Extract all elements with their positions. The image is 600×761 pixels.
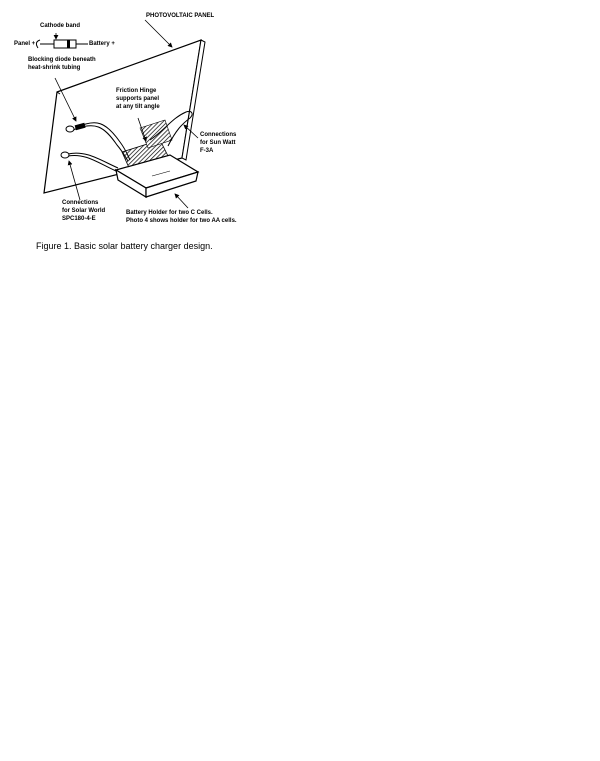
panel-plus-label: Panel + (14, 41, 36, 47)
blocking-diode-label-line1: Blocking diode beneath (28, 57, 96, 63)
sun-watt-connections-label-line3: F-3A (200, 148, 214, 154)
blocking-diode-symbol (36, 33, 88, 48)
sun-watt-connections-label-line1: Connections (200, 132, 237, 138)
friction-hinge-label-line2: supports panel (116, 96, 160, 102)
solar-world-connections-label-line1: Connections (62, 200, 99, 206)
sun-watt-connections-label-line2: for Sun Watt (200, 140, 236, 146)
photovoltaic-panel-label: PHOTOVOLTAIC PANEL (146, 13, 215, 19)
solar-world-terminal-top (66, 126, 74, 132)
solar-world-connections-label-line2: for Solar World (62, 208, 106, 214)
solar-world-connections-label-line3: SPC180-4-E (62, 216, 96, 222)
battery-holder-label-line1: Battery Holder for two C Cells. (126, 210, 213, 216)
cathode-band-label: Cathode band (40, 23, 80, 29)
battery-holder-label-line2: Photo 4 shows holder for two AA cells. (126, 218, 237, 224)
figure-caption: Figure 1. Basic solar battery charger design. (36, 241, 213, 251)
battery-plus-label: Battery + (89, 41, 115, 47)
friction-hinge-label-line1: Friction Hinge (116, 88, 157, 94)
friction-hinge-label-line3: at any tilt angle (116, 104, 160, 110)
blocking-diode-label-line2: heat-shrink tubing (28, 65, 81, 71)
solar-world-terminal-bottom (61, 152, 69, 158)
